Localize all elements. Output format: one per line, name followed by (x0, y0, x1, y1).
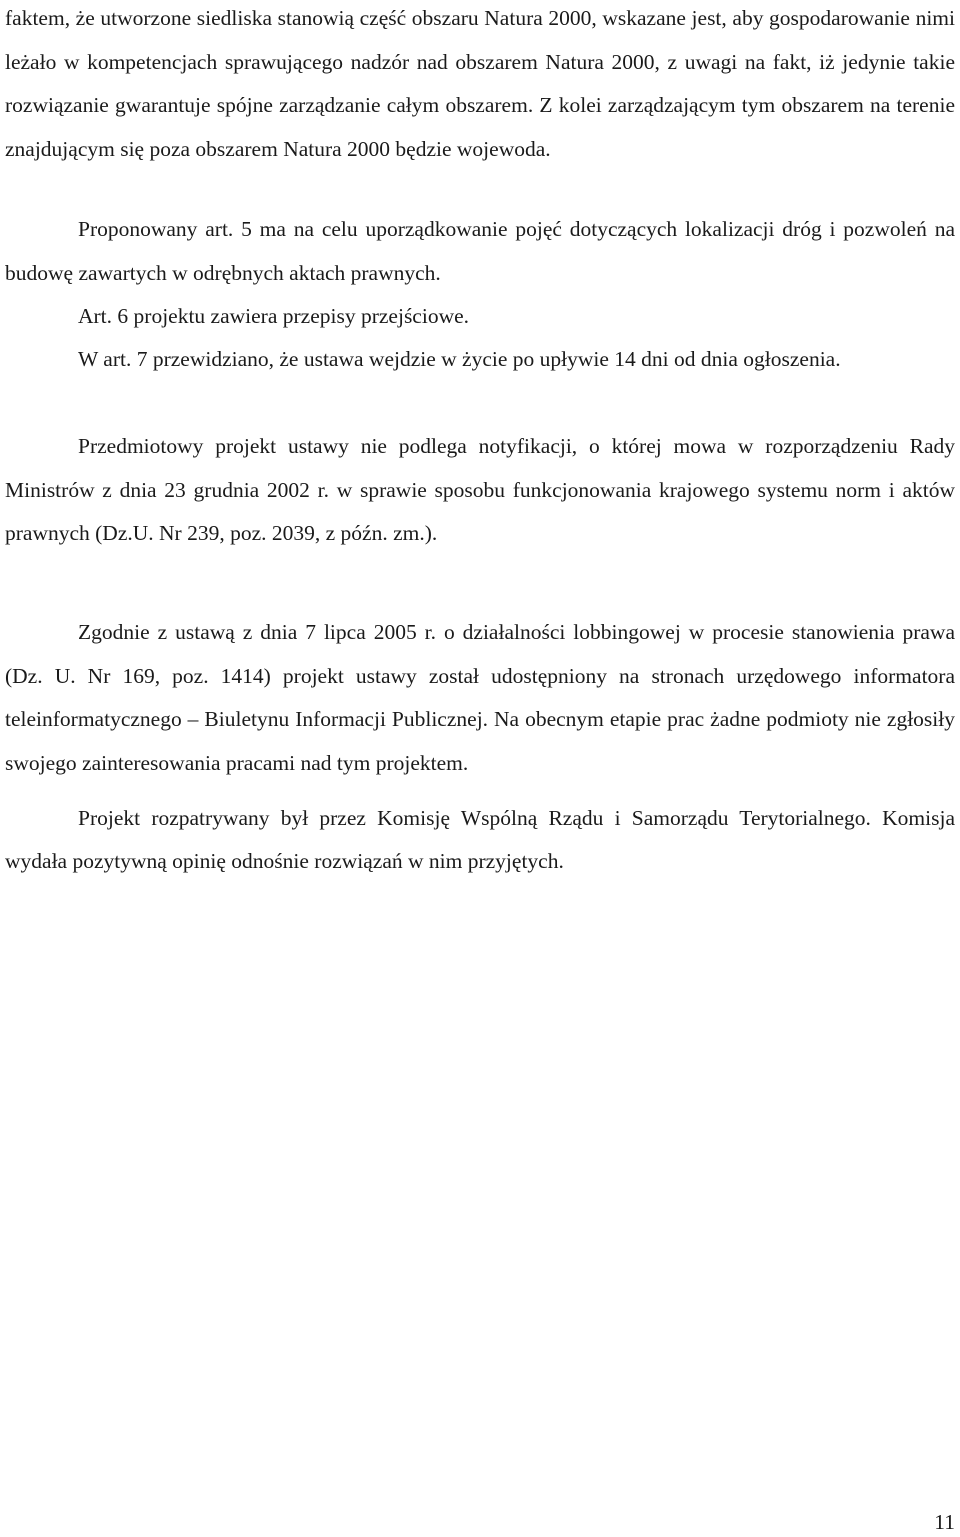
paragraph-natura-2000-management: faktem, że utworzone siedliska stanowią część obszaru Natura 2000, wskazane jest, aby gospodarowanie nimi leżało w kompetencjach sprawującego nadzór nad obszarem Natura 2000, z uwagi na fakt, iż jedynie takie rozwiązanie gwarantuje spójne zarządzanie całym obszarem. Z kolei zarządzającym tym obszarem na terenie znajdującym się poza obszarem Natura 2000 będzie wojewoda. (5, 6, 955, 161)
paragraph-article-7: W art. 7 przewidziano, że ustawa wejdzie w życie po upływie 14 dni od dnia ogłoszenia. (78, 347, 841, 371)
paragraph-lobbying: Zgodnie z ustawą z dnia 7 lipca 2005 r. o działalności lobbingowej w procesie stanowienia prawa (Dz. U. Nr 169, poz. 1414) projekt ustawy został udostępniony na stronach urzędowego informatora teleinformatycznego – Biuletynu Informacji Publicznej. Na obecnym etapie prac żadne podmioty nie zgłosiły swojego zainteresowania pracami nad tym projektem. (5, 620, 955, 775)
paragraph-article-5: Proponowany art. 5 ma na celu uporządkowanie pojęć dotyczących lokalizacji dróg i pozwoleń na budowę zawartych w odrębnych aktach prawnych. (5, 217, 955, 285)
page-number: 11 (934, 1510, 955, 1534)
paragraph-article-6: Art. 6 projektu zawiera przepisy przejściowe. (78, 304, 470, 328)
paragraph-notification: Przedmiotowy projekt ustawy nie podlega notyfikacji, o której mowa w rozporządzeniu Rady Ministrów z dnia 23 grudnia 2002 r. w sprawie sposobu funkcjonowania krajowego systemu norm i aktów prawnych (Dz.U. Nr 239, poz. 2039, z późn. zm.). (5, 434, 955, 545)
paragraph-joint-commission: Projekt rozpatrywany był przez Komisję Wspólną Rządu i Samorządu Terytorialnego. Komisja wydała pozytywną opinię odnośnie rozwiązań w nim przyjętych. (5, 806, 955, 873)
